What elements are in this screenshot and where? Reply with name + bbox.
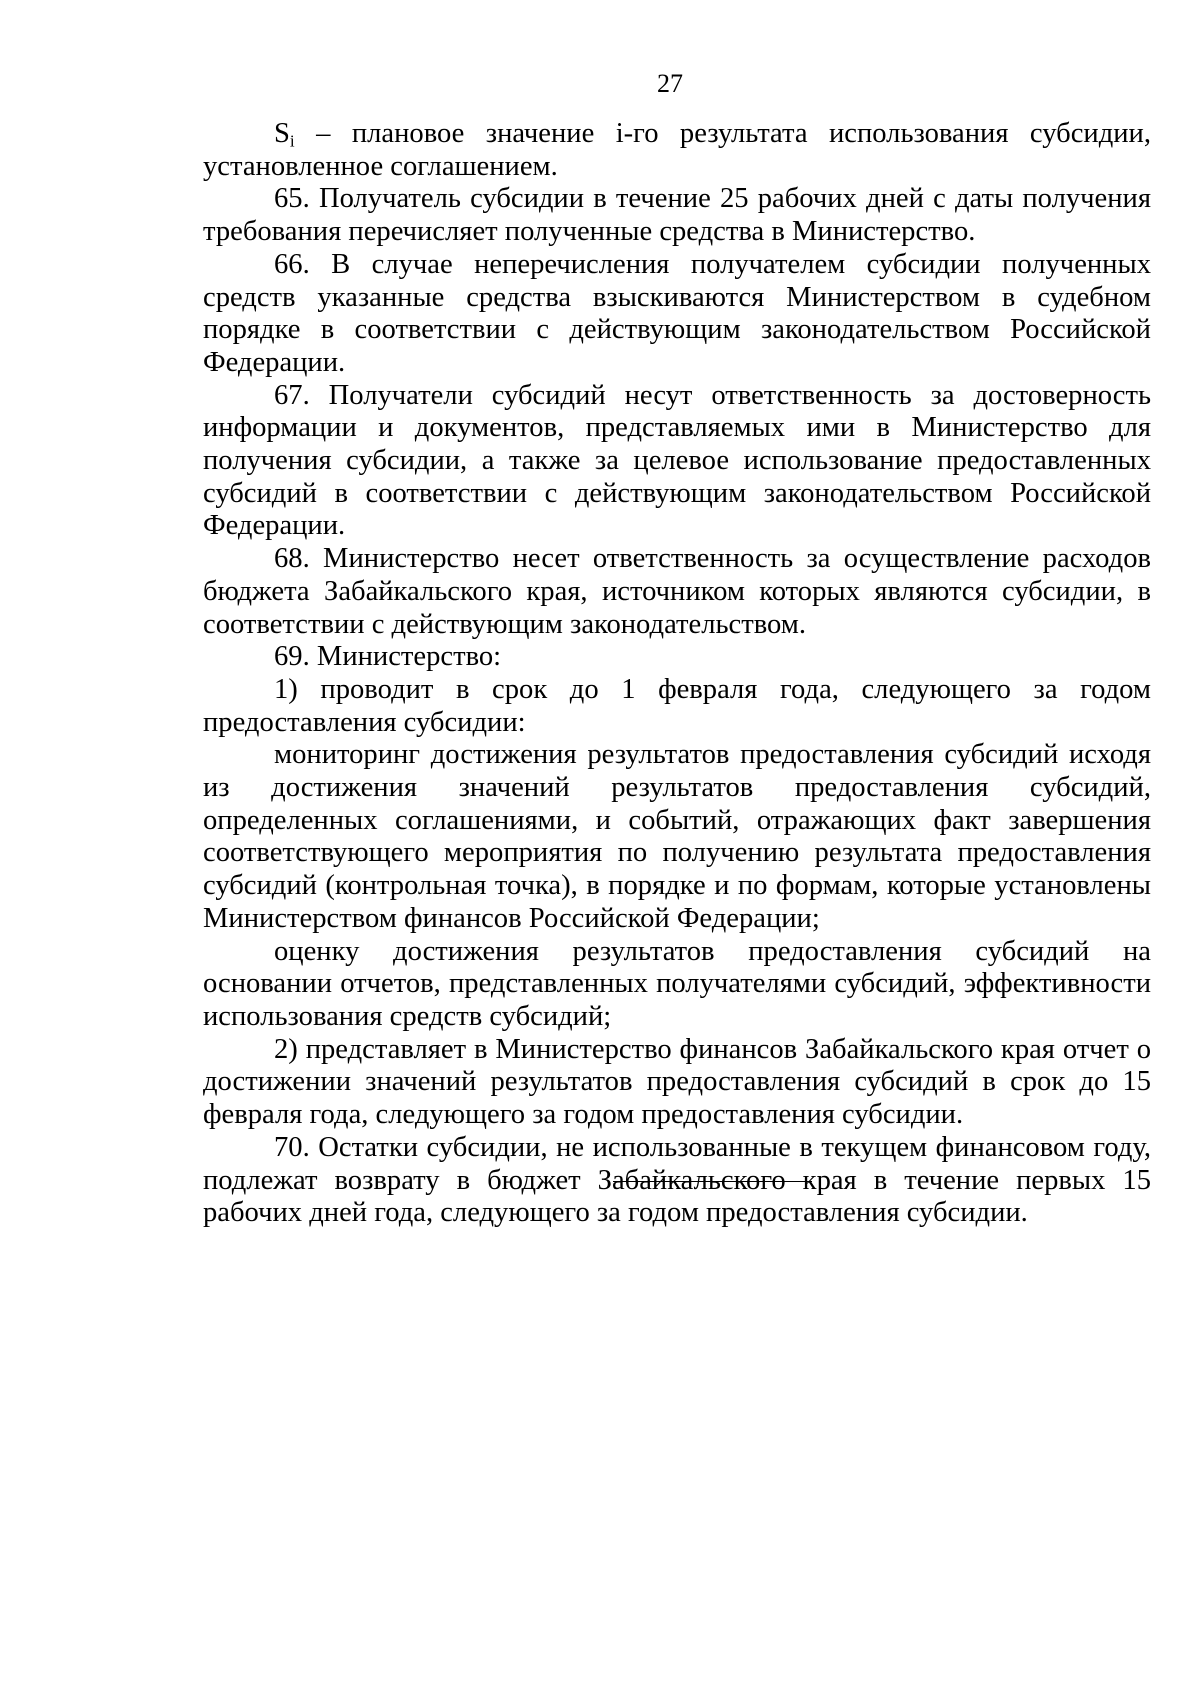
paragraph-68: 68. Министерство несет ответственность за осуществление расходов бюджета Забайкальского края, источником которых являются субсидии, в соответствии с действующим законодательством.: [203, 543, 1151, 640]
paragraph-65: 65. Получатель субсидии в течение 25 рабочих дней с даты получения требования перечисляет полученные средства в Министерство.: [203, 183, 1151, 248]
paragraph-66: 66. В случае неперечисления получателем субсидии полученных средств указанные средства взыскиваются Министерством в судебном порядке в соответствии с действующим законодательством Российской Федерации.: [203, 248, 1151, 378]
formula-variable-definition: [203, 118, 1151, 183]
paragraph-69-item-2: 2) представляет в Министерство финансов Забайкальского края отчет о достижении значений результатов предоставления субсидий в срок до 15 февраля года, следующего за годом предоставления субсидии.: [203, 1033, 1151, 1131]
paragraph-69: 69. Министерство:: [274, 641, 502, 673]
document-body: [203, 118, 1151, 1230]
paragraph-70: 70. Остатки субсидии, не использованные в текущем финансовом году, подлежат возврату в бюджет Забайкальского края в течение первых 15 рабочих дней года, следующего за годом предоставления субсидии.: [203, 1131, 1151, 1229]
formula-definition-text: – плановое значение i-го результата использования субсидии, установленное соглашением.: [203, 118, 1151, 182]
formula-symbol: S: [274, 118, 290, 149]
formula-subscript: i: [289, 131, 295, 151]
closing-divider-line: [613, 1181, 812, 1182]
page-number: 27: [657, 69, 683, 98]
paragraph-69-item-1-monitoring: мониторинг достижения результатов предоставления субсидий исходя из достижения значений результатов предоставления субсидий, определенных соглашениями, и событий, отражающих факт завершения соответствующего мероприятия по получению результата предоставления субсидий (контрольная точка), в порядке и по формам, которые установлены Министерством финансов Российской Федерации;: [203, 739, 1151, 934]
paragraph-69-item-1: 1) проводит в срок до 1 февраля года, следующего за годом предоставления субсидии:: [203, 673, 1151, 738]
paragraph-69-item-1-evaluation: оценку достижения результатов предоставления субсидий на основании отчетов, представленных получателями субсидий, эффективности использования средств субсидий;: [203, 935, 1151, 1032]
paragraph-67: 67. Получатели субсидий несут ответственность за достоверность информации и документов, представляемых ими в Министерство для получения субсидии, а также за целевое использование предоставленных субсидий в соответствии с действующим законодательством Российской Федерации.: [203, 379, 1151, 542]
